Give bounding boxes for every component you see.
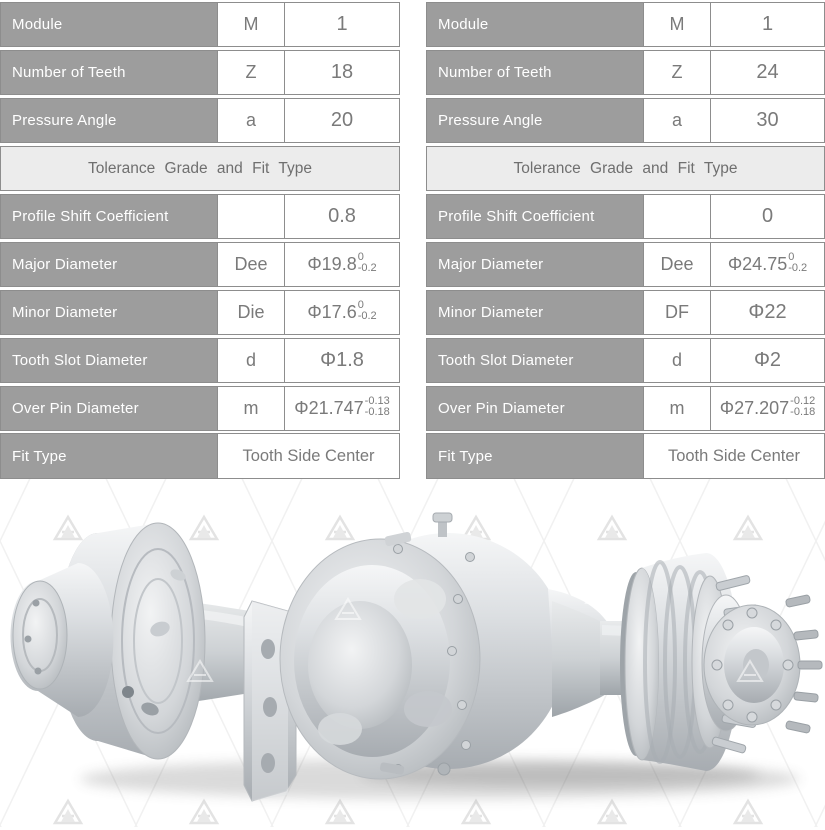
value-text: 18	[330, 61, 354, 84]
row-label: Pressure Angle	[0, 98, 218, 143]
row-symbol: Die	[218, 290, 285, 335]
value-text: Φ17.6	[307, 301, 357, 322]
row-symbol: a	[218, 98, 285, 143]
tolerance-header-row: Tolerance Grade and Fit Type	[426, 146, 825, 191]
row-value	[285, 386, 400, 431]
row-value	[711, 242, 825, 287]
row-value	[711, 194, 825, 239]
tolerance-lower: -0.2	[357, 262, 377, 275]
row-label: Profile Shift Coefficient	[426, 194, 644, 239]
gear-spec-table-right	[426, 2, 825, 479]
value-text: 24	[756, 61, 779, 84]
row-label: Tooth Slot Diameter	[426, 338, 644, 383]
row-value	[285, 290, 400, 335]
value-text: Φ19.8	[307, 253, 357, 274]
value-text: Φ24.75	[727, 253, 788, 274]
tolerance-upper: -0.13	[364, 394, 390, 407]
row-symbol: Z	[218, 50, 285, 95]
row-value	[711, 290, 825, 335]
row-symbol: DF	[644, 290, 711, 335]
row-value	[711, 386, 825, 431]
value-text: Φ2	[753, 348, 782, 371]
row-symbol: m	[218, 386, 285, 431]
tolerance-lower: -0.2	[357, 310, 377, 323]
row-value	[285, 2, 400, 47]
row-value	[711, 98, 825, 143]
row-label: Number of Teeth	[0, 50, 218, 95]
gear-spec-table-left	[0, 2, 400, 479]
row-label: Number of Teeth	[426, 50, 644, 95]
row-value	[285, 50, 400, 95]
row-label: Module	[426, 2, 644, 47]
row-label-fit-type: Fit Type	[0, 433, 218, 478]
row-symbol: M	[218, 2, 285, 47]
tolerance-stack	[358, 300, 377, 323]
row-label: Tooth Slot Diameter	[0, 338, 218, 383]
value-text: Φ22	[748, 300, 787, 323]
row-label-fit-type: Fit Type	[426, 433, 644, 478]
row-symbol	[644, 194, 711, 239]
value-text: 20	[330, 109, 354, 132]
row-label: Over Pin Diameter	[0, 386, 218, 431]
tolerance-stack	[790, 396, 815, 419]
value-text: 1	[761, 13, 774, 36]
row-label: Major Diameter	[426, 242, 644, 287]
row-value	[285, 98, 400, 143]
row-value	[285, 242, 400, 287]
value-text: 1	[336, 13, 348, 36]
value-text: 0	[761, 204, 774, 227]
row-value	[285, 194, 400, 239]
row-symbol: Z	[644, 50, 711, 95]
row-value	[711, 50, 825, 95]
value-text: 0.8	[328, 204, 356, 227]
spec-tables-section	[0, 2, 825, 479]
tolerance-header-row: Tolerance Grade and Fit Type	[0, 146, 400, 191]
row-label: Over Pin Diameter	[426, 386, 644, 431]
row-label: Profile Shift Coefficient	[0, 194, 218, 239]
row-symbol: M	[644, 2, 711, 47]
row-symbol	[218, 194, 285, 239]
axle-assembly-photo	[0, 479, 825, 827]
tolerance-lower: -0.2	[788, 262, 808, 275]
row-label: Module	[0, 2, 218, 47]
row-symbol: a	[644, 98, 711, 143]
fit-type-value: Tooth Side Center	[644, 433, 825, 478]
row-symbol: d	[218, 338, 285, 383]
row-value	[711, 2, 825, 47]
fit-type-value: Tooth Side Center	[218, 433, 400, 478]
row-value	[711, 338, 825, 383]
row-label: Minor Diameter	[0, 290, 218, 335]
tolerance-stack	[358, 252, 377, 275]
row-symbol: m	[644, 386, 711, 431]
product-photo-section	[0, 479, 825, 827]
row-label: Minor Diameter	[426, 290, 644, 335]
tolerance-upper: 0	[357, 298, 364, 311]
value-text: 30	[756, 109, 779, 132]
row-value	[285, 338, 400, 383]
tolerance-lower: -0.18	[364, 406, 390, 419]
tolerance-lower: -0.18	[790, 406, 816, 419]
tolerance-upper: 0	[357, 250, 364, 263]
row-symbol: d	[644, 338, 711, 383]
tolerance-upper: -0.12	[790, 394, 816, 407]
row-label: Major Diameter	[0, 242, 218, 287]
value-text: Φ27.207	[719, 397, 790, 418]
row-symbol: Dee	[218, 242, 285, 287]
tolerance-stack	[365, 396, 390, 419]
value-text: Φ21.747	[294, 397, 364, 418]
row-label: Pressure Angle	[426, 98, 644, 143]
value-text: Φ1.8	[320, 348, 364, 371]
row-symbol: Dee	[644, 242, 711, 287]
tolerance-stack	[788, 252, 807, 275]
tolerance-upper: 0	[788, 250, 795, 263]
